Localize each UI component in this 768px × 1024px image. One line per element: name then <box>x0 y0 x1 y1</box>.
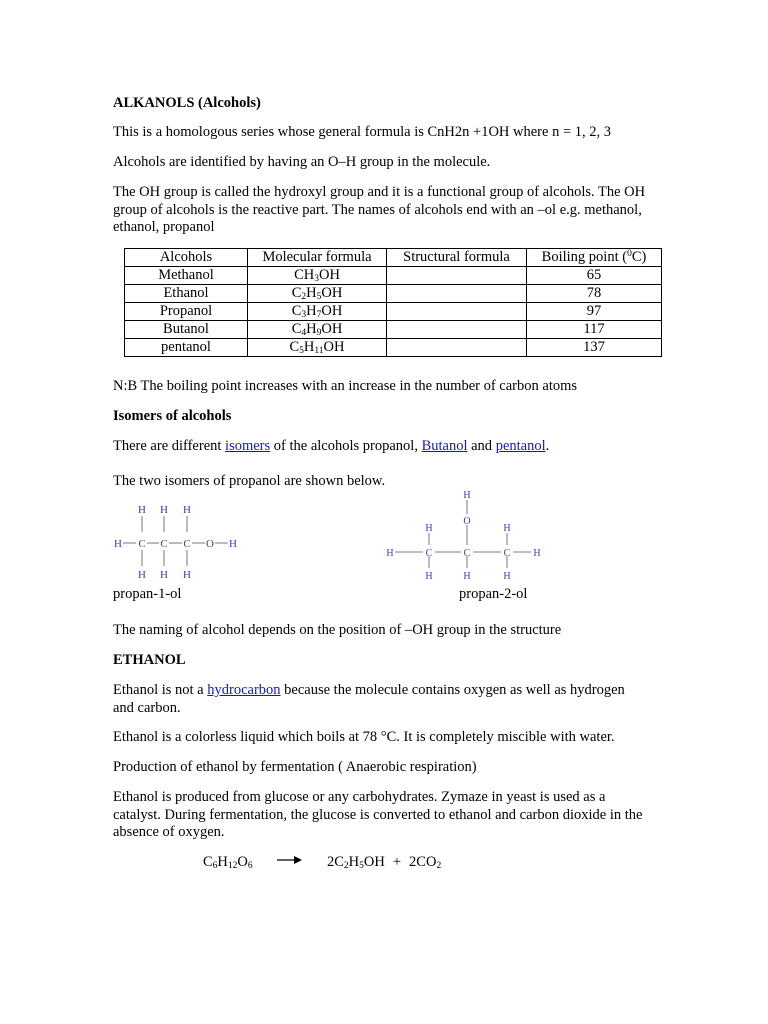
bp-unit: C) <box>631 249 647 265</box>
propan-1-ol-label: propan-1-ol <box>113 586 182 602</box>
structural-formula-cell <box>387 303 527 321</box>
hydrogen-atom: H <box>386 548 394 559</box>
carbon-atom: C <box>183 538 191 550</box>
ethanol-properties-paragraph: Ethanol is a colorless liquid which boils at 78 °C. It is completely miscible with water. <box>113 729 615 745</box>
header-alcohols: Alcohols <box>125 249 248 267</box>
propan-2-ol-structure <box>383 487 543 583</box>
general-formula-paragraph: This is a homologous series whose general formula is CnH2n +1OH where n = 1, 2, 3 <box>113 124 611 140</box>
table-row <box>125 321 662 339</box>
carbon-atom: C <box>463 548 471 559</box>
ethanol-heading: ETHANOL <box>113 652 186 668</box>
molecular-formula: $C_2H_5OH$ <box>248 285 387 303</box>
ethanol-hydrocarbon-paragraph: Ethanol is not a hydrocarbon because the molecule contains oxygen as well as hydrogen and carbon. <box>113 682 625 716</box>
hydrocarbon-link[interactable]: hydrocarbon <box>207 682 281 698</box>
isomers-paragraph: There are different isomers of the alcohols propanol, Butanol and pentanol. <box>113 438 550 454</box>
alcohol-name: pentanol <box>125 339 248 357</box>
hydroxyl-paragraph: The OH group is called the hydroxyl group and it is a functional group of alcohols. The OH group of alcohols is the reactive part. The names of alcohols end with an –ol e.g. methanol, ethanol, propanol <box>113 184 646 235</box>
molecular-formula: $C_5H_{11}OH$ <box>248 339 387 357</box>
fermentation-heading: Production of ethanol by fermentation ( Anaerobic respiration) <box>113 759 477 775</box>
molecular-formula: $C_3H_7OH$ <box>248 303 387 321</box>
fermentation-paragraph: Ethanol is produced from glucose or any carbohydrates. Zymaze in yeast is used as a catalyst. During fermentation, the glucose is converted to ethanol and carbon dioxide in the absence of oxygen. <box>113 789 643 840</box>
identification-paragraph: Alcohols are identified by having an O–H group in the molecule. <box>113 154 491 170</box>
hydrogen-atom: H <box>425 571 433 582</box>
hydrogen-atom: H <box>183 504 191 516</box>
hydrogen-atom: H <box>138 569 146 581</box>
boiling-point: 65 <box>527 267 662 285</box>
carbon-atom: C <box>160 538 168 550</box>
hydrogen-atom: H <box>503 523 511 534</box>
isomers-heading: Isomers of alcohols <box>113 408 232 424</box>
glucose-formula: $C_6H_{12}O_6$ <box>203 854 253 871</box>
table-header-row <box>125 249 662 267</box>
pentanol-link[interactable]: pentanol <box>495 438 546 454</box>
oxygen-atom: O <box>463 516 471 527</box>
bp-label: Boiling point ( <box>541 249 628 265</box>
carbon-atom: C <box>503 548 511 559</box>
hydrogen-atom: H <box>503 571 511 582</box>
structural-formula-cell <box>387 267 527 285</box>
molecular-formula: $C_4H_9OH$ <box>248 321 387 339</box>
oxygen-atom: O <box>206 538 214 550</box>
propan-1-ol-structure <box>113 500 243 584</box>
hydrogen-atom: H <box>138 504 146 516</box>
hydrogen-atom: H <box>183 569 191 581</box>
hydrogen-atom: H <box>229 538 237 550</box>
boiling-point: 97 <box>527 303 662 321</box>
alcohol-name: Ethanol <box>125 285 248 303</box>
header-boiling-point <box>527 249 662 267</box>
bp-degree: 0 <box>627 249 632 259</box>
structural-formula-cell <box>387 321 527 339</box>
hydrogen-atom: H <box>114 538 122 550</box>
reaction-arrow-icon <box>276 853 304 867</box>
molecular-formula: $CH_3OH$ <box>248 267 387 285</box>
structural-formula-cell <box>387 285 527 303</box>
naming-paragraph: The naming of alcohol depends on the position of –OH group in the structure <box>113 622 562 638</box>
boiling-point-note: N:B The boiling point increases with an increase in the number of carbon atoms <box>113 378 578 394</box>
table-row <box>125 339 662 357</box>
alcohol-name: Propanol <box>125 303 248 321</box>
hydrogen-atom: H <box>160 504 168 516</box>
hydrogen-atom: H <box>425 523 433 534</box>
boiling-point: 137 <box>527 339 662 357</box>
table-row <box>125 285 662 303</box>
carbon-atom: C <box>425 548 433 559</box>
hydrogen-atom: H <box>463 571 471 582</box>
hydrogen-atom: H <box>463 490 471 501</box>
header-structural-formula: Structural formula <box>387 249 527 267</box>
alcohols-table <box>124 248 662 357</box>
boiling-point: 78 <box>527 285 662 303</box>
structural-formula-cell <box>387 339 527 357</box>
table-row <box>125 267 662 285</box>
alcohol-name: Butanol <box>125 321 248 339</box>
butanol-link[interactable]: Butanol <box>421 438 468 454</box>
header-molecular-formula: Molecular formula <box>248 249 387 267</box>
isomers-link[interactable]: isomers <box>225 438 271 454</box>
propan-2-ol-label: propan-2-ol <box>459 586 528 602</box>
page-title: ALKANOLS (Alcohols) <box>113 95 261 111</box>
carbon-atom: C <box>138 538 146 550</box>
boiling-point: 117 <box>527 321 662 339</box>
table-row <box>125 303 662 321</box>
hydrogen-atom: H <box>533 548 541 559</box>
two-isomers-paragraph: The two isomers of propanol are shown below. <box>113 473 386 489</box>
reaction-products: $2C_2H_5OH + 2CO_2$ <box>327 854 442 871</box>
hydrogen-atom: H <box>160 569 168 581</box>
alcohol-name: Methanol <box>125 267 248 285</box>
